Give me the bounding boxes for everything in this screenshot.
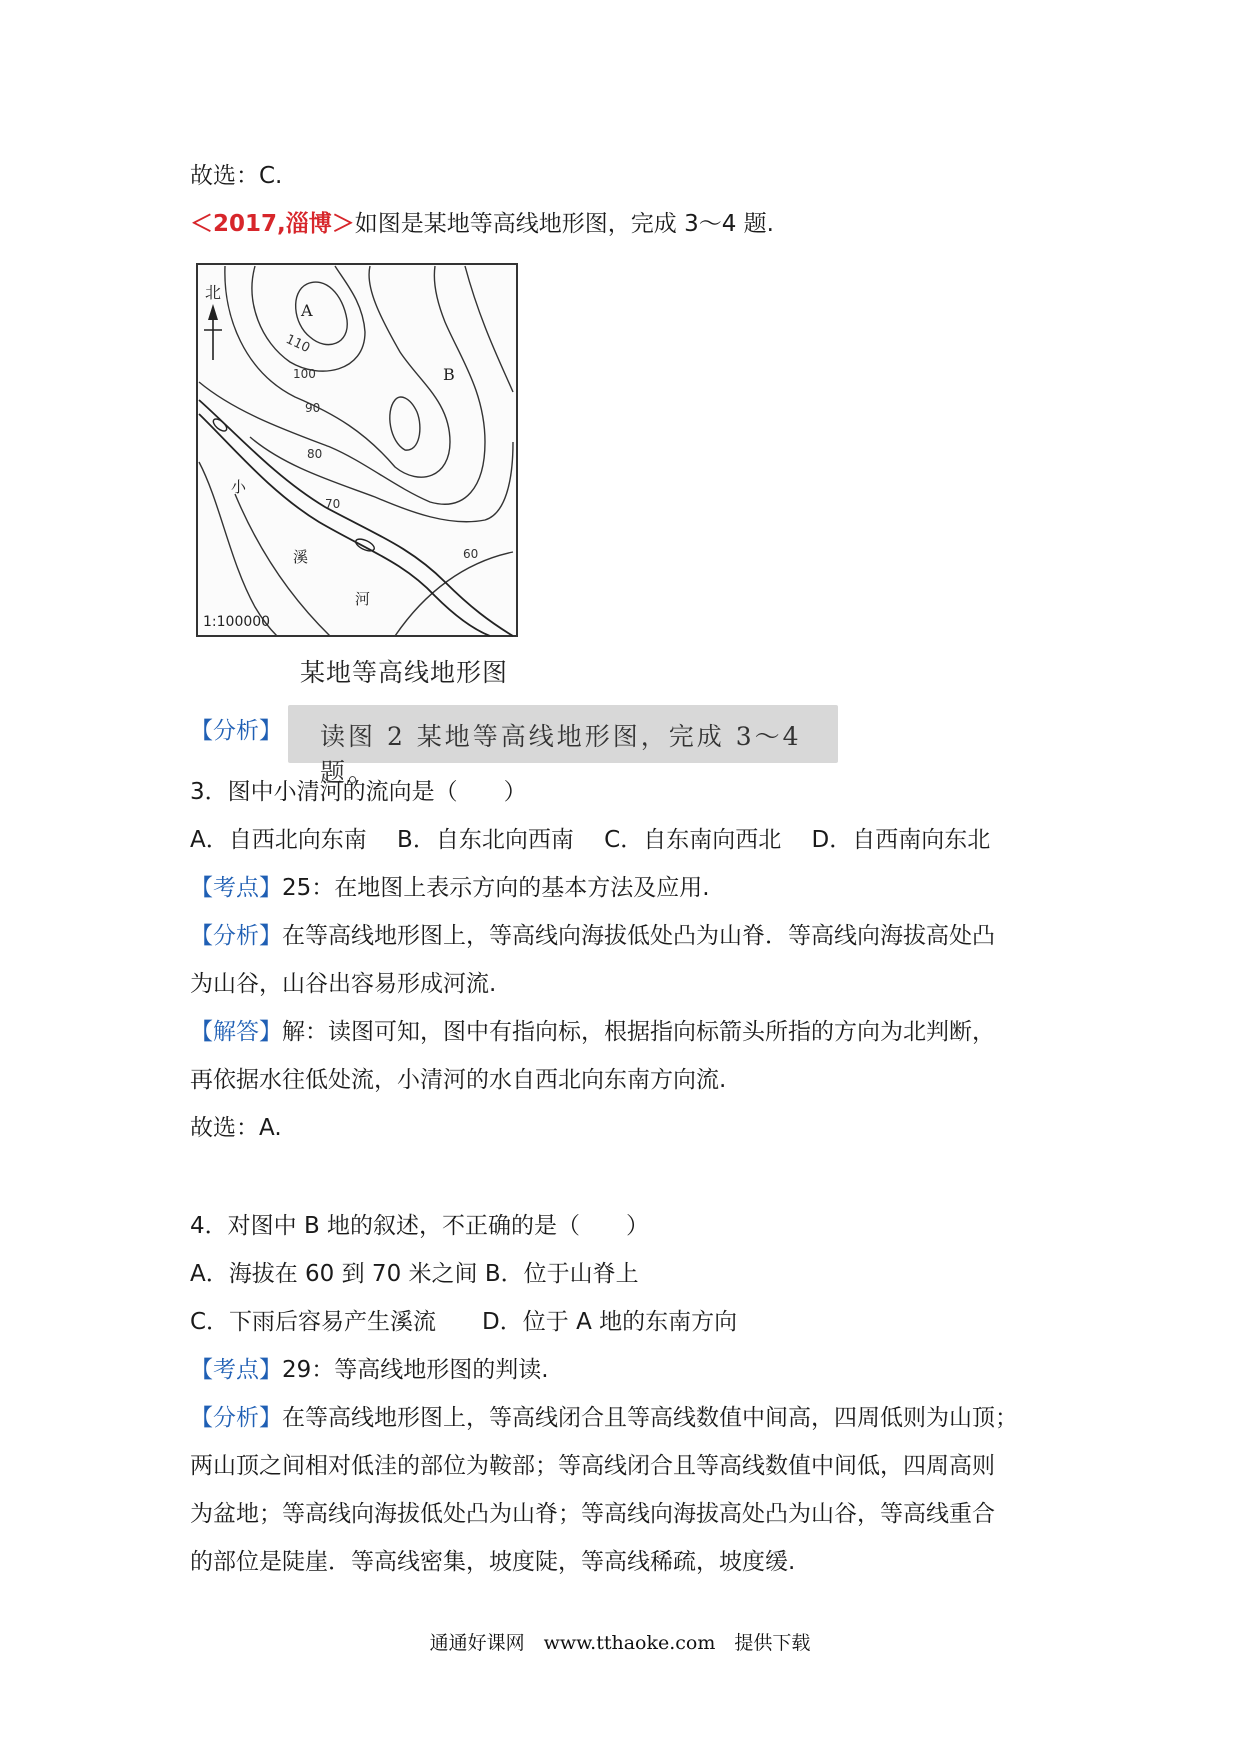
contour-label-70: 70 bbox=[325, 497, 341, 511]
analysis-tag: 【分析】 bbox=[190, 923, 282, 949]
analysis-tag-1: 【分析】 bbox=[190, 718, 282, 744]
question-3-options: A．自西北向东南 B．自东北向西南 C．自东南向西北 D．自西南向东北 bbox=[190, 827, 991, 853]
question-3-answer: 故选：A. bbox=[190, 1115, 282, 1141]
question-intro-text: 如图是某地等高线地形图，完成 3～4 题. bbox=[354, 211, 774, 237]
contour-map-svg bbox=[195, 262, 525, 642]
question-4-options-ab: A．海拔在 60 到 70 米之间 B．位于山脊上 bbox=[190, 1261, 639, 1287]
question-intro bbox=[190, 208, 774, 240]
contour-label-110: 110 bbox=[283, 332, 313, 357]
page-footer: 通通好课网 www.tthaoke.com 提供下载 bbox=[429, 1632, 811, 1654]
contour-label-100: 100 bbox=[293, 367, 316, 381]
analysis-text: 在等高线地形图上，等高线向海拔低处凸为山脊．等高线向海拔高处凸 bbox=[282, 923, 995, 949]
kaodian-text: 29：等高线地形图的判读. bbox=[282, 1357, 549, 1383]
question-4-kaodian bbox=[190, 1354, 549, 1386]
solution-text: 解：读图可知，图中有指向标，根据指向标箭头所指的方向为北判断， bbox=[282, 1019, 995, 1045]
point-a-label: A bbox=[301, 301, 313, 320]
question-4-analysis-2: 两山顶之间相对低洼的部位为鞍部；等高线闭合且等高线数值中间低，四周高则 bbox=[190, 1453, 995, 1479]
figure-caption: 某地等高线地形图 bbox=[300, 658, 509, 687]
question-3: 3．图中小清河的流向是（ ） bbox=[190, 779, 527, 805]
question-4-analysis bbox=[190, 1402, 1018, 1434]
question-4-analysis-4: 的部位是陡崖．等高线密集，坡度陡，等高线稀疏，坡度缓. bbox=[190, 1549, 796, 1575]
kaodian-text: 25：在地图上表示方向的基本方法及应用. bbox=[282, 875, 710, 901]
question-4: 4．对图中 B 地的叙述，不正确的是（ ） bbox=[190, 1213, 650, 1239]
scanned-text-strip bbox=[288, 705, 838, 787]
contour-label-90: 90 bbox=[305, 401, 321, 415]
map-frame bbox=[197, 264, 517, 636]
river-label-3: 河 bbox=[355, 590, 371, 608]
kaodian-tag: 【考点】 bbox=[190, 1357, 282, 1383]
question-4-options-cd: C．下雨后容易产生溪流 D．位于 A 地的东南方向 bbox=[190, 1309, 738, 1335]
question-source: ＜2017,淄博＞ bbox=[190, 211, 355, 237]
contour-label-60: 60 bbox=[463, 547, 479, 561]
contour-map-figure bbox=[195, 262, 525, 642]
north-label: 北 bbox=[205, 283, 222, 302]
question-3-solution-cont: 再依据水往低处流，小清河的水自西北向东南方向流. bbox=[190, 1067, 727, 1093]
question-3-kaodian bbox=[190, 872, 710, 904]
contour-label-80: 80 bbox=[307, 447, 323, 461]
question-3-solution bbox=[190, 1016, 995, 1048]
question-3-analysis bbox=[190, 920, 995, 952]
answer-c: 故选：C. bbox=[190, 163, 283, 189]
river-label-1: 小 bbox=[231, 478, 247, 496]
solution-tag: 【解答】 bbox=[190, 1019, 282, 1045]
analysis-tag: 【分析】 bbox=[190, 1405, 282, 1431]
river-label-2: 溪 bbox=[293, 548, 309, 566]
analysis-text: 在等高线地形图上，等高线闭合且等高线数值中间高，四周低则为山顶； bbox=[282, 1405, 1018, 1431]
question-4-analysis-3: 为盆地；等高线向海拔低处凸为山脊；等高线向海拔高处凸为山谷，等高线重合 bbox=[190, 1501, 995, 1527]
question-3-analysis-cont: 为山谷，山谷出容易形成河流. bbox=[190, 971, 497, 997]
kaodian-tag: 【考点】 bbox=[190, 875, 282, 901]
scanned-text: 读图 2 某地等高线地形图，完成 3～4 题。 bbox=[320, 722, 802, 787]
map-scale: 1:100000 bbox=[203, 614, 271, 630]
point-b-label: B bbox=[443, 365, 455, 384]
